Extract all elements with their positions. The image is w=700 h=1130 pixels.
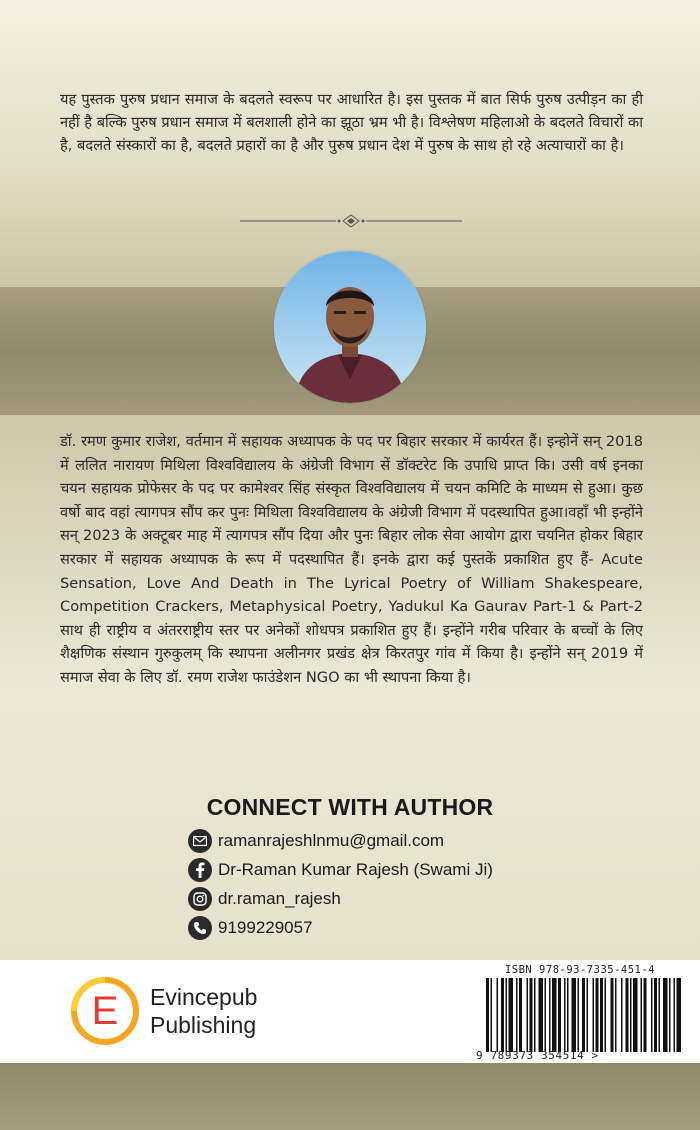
bottom-background — [0, 1063, 700, 1130]
barcode-bar — [509, 978, 514, 1052]
barcode-bar — [519, 978, 522, 1052]
instagram-icon — [188, 887, 212, 911]
barcode-bar — [501, 978, 504, 1052]
barcode-bar — [654, 978, 657, 1052]
barcode-bar — [641, 978, 643, 1052]
contact-instagram[interactable] — [188, 887, 341, 911]
barcode-bar — [677, 978, 682, 1052]
barcode-bar — [605, 978, 607, 1052]
barcode-bar — [626, 978, 629, 1052]
contact-email[interactable] — [188, 829, 444, 853]
barcode-bar — [615, 978, 617, 1052]
barcode-bar — [552, 978, 557, 1052]
instagram-text: dr.raman_rajesh — [218, 889, 341, 908]
email-icon — [188, 829, 212, 853]
phone-icon — [188, 916, 212, 940]
barcode-bar — [572, 978, 577, 1052]
barcode-bar — [516, 978, 518, 1052]
barcode-bar — [600, 978, 603, 1052]
barcode-bar — [549, 978, 551, 1052]
barcode-bar — [651, 978, 653, 1052]
email-text: ramanrajeshlnmu@gmail.com — [218, 831, 445, 850]
barcode-bar — [486, 978, 489, 1052]
publisher-name-line1: Evincepub — [150, 984, 258, 1010]
barcode-bar — [593, 978, 595, 1052]
barcode-bar — [578, 978, 580, 1052]
barcode-bar — [497, 978, 499, 1052]
ornamental-divider — [240, 214, 462, 228]
barcode-bar — [669, 978, 671, 1052]
isbn-barcode — [482, 978, 682, 1052]
publisher-logo — [70, 976, 140, 1046]
publisher-name-line2: Publishing — [150, 1012, 257, 1038]
book-blurb: यह पुस्तक पुरुष प्रधान समाज के बदलते स्वरूप पर आधारित है। इस पुस्तक में बात सिर्फ पुरुष उत्पीड़न का ही नहीं है बल्कि पुरुष प्रधान समाज में बलशाली होने का झूठा भ्रम भी है। विश्लेषण महिलाओ के बदलते विचारों का है, बदलते संस्कारों का है, बदलते प्रहारों का है और पुरुष प्रधान देश में पुरुष के साथ हो रहे अत्याचारों का है। — [60, 91, 643, 154]
barcode-bar — [587, 978, 589, 1052]
isbn-digits: 9 789373 354514 > — [476, 1049, 599, 1062]
barcode-bar — [530, 978, 533, 1052]
barcode-bar — [630, 978, 632, 1052]
barcode-bar — [582, 978, 585, 1052]
publisher-name — [150, 983, 257, 1039]
barcode-bar — [534, 978, 536, 1052]
barcode-bar — [506, 978, 508, 1052]
barcode-bar — [558, 978, 561, 1052]
connect-heading: CONNECT WITH AUTHOR — [206, 794, 494, 820]
barcode-bar — [659, 978, 661, 1052]
barcode-bar — [663, 978, 668, 1052]
barcode-bar — [644, 978, 647, 1052]
barcode-bar — [545, 978, 547, 1052]
isbn-label: ISBN 978-93-7335-451-4 — [504, 964, 656, 976]
facebook-text: Dr-Raman Kumar Rajesh (Swami Ji) — [218, 860, 493, 879]
barcode-bar — [611, 978, 614, 1052]
contact-phone[interactable] — [188, 916, 313, 940]
barcode-bar — [491, 978, 493, 1052]
barcode-bar — [674, 978, 676, 1052]
barcode-bar — [621, 978, 623, 1052]
phone-text: 9199229057 — [218, 918, 313, 937]
logo-letter: E — [91, 989, 119, 1033]
barcode-bar — [564, 978, 566, 1052]
contact-facebook[interactable] — [188, 858, 493, 882]
barcode-bar — [596, 978, 599, 1052]
barcode-bar — [527, 978, 529, 1052]
author-photo — [274, 251, 426, 403]
barcode-bar — [567, 978, 569, 1052]
facebook-icon — [188, 858, 212, 882]
author-bio: डॉ. रमण कुमार राजेश, वर्तमान में सहायक अध्यापक के पद पर बिहार सरकार में कार्यरत हैं। इन्होनें सन् 2018 में ललित नारायण मिथिला विश्वविद्यालय के अंग्रेजी विभाग सें डॉक्टरेट कि उपाधि प्राप्त कि। उसी वर्ष इनका चयन सहायक प्रोफेसर के पद पर कामेश्वर सिंह संस्कृत विश्वविद्यालय में चयन कमिटि के माध्यम से हुआ। कुछ वर्षो बाद वहां त्यागपत्र सौंप कर पुनः मिथिला विश्वविद्यालय के अंग्रेजी विभाग में पदस्थापित हुआ।वहाँ भी इन्होंने सन् 2023 के अक्टूबर माह में त्यागपत्र सौंप दिया और पुनः बिहार लोक सेवा आयोग द्वारा चयनित होकर बिहार सरकार में सहायक अध्यापक के रूप में पदस्थापित हैं। इनके द्वारा कई पुस्तकें प्रकाशित हुए हैं- Acute Sensation, Love And Death in The Lyrical Poetry of William Shakespeare, Competition Crackers, Metaphysical Poetry, Yadukul Ka Gaurav Part-1 & Part-2 साथ ही राष्ट्रीय व अंतरराष्ट्रीय स्तर पर अनेकों शोधपत्र प्रकाशित हुए हैं। इन्होंने गरीब परिवार के बच्चों के लिए शैक्षणिक संस्थान गुरुकुलम् कि स्थापना अलीनगर प्रखंड क्षेत्र किरतपुर गांव में किया है। इन्होंने सन् 2019 में समाज सेवा के लिए डॉ. रमण राजेश फाउंडेशन NGO का भी स्थापना किया है। — [60, 433, 643, 686]
barcode-bar — [539, 978, 544, 1052]
barcode-bar — [633, 978, 638, 1052]
